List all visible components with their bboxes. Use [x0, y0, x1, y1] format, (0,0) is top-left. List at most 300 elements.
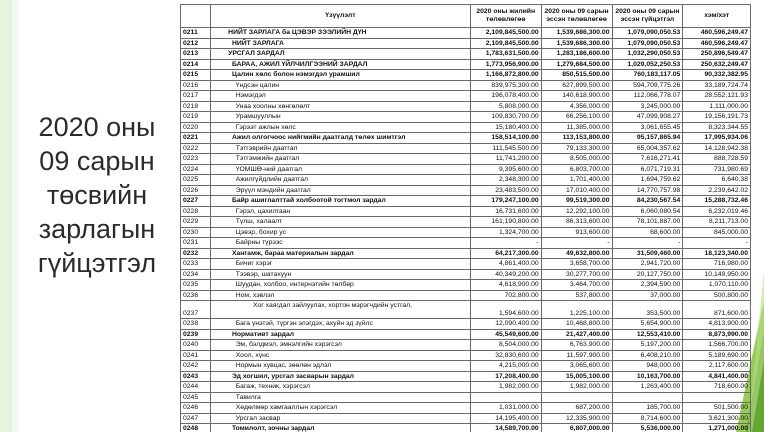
row-cumulative-plan: 627,899,500.00 [541, 80, 612, 91]
row-cumulative-plan: 113,153,800.00 [541, 133, 612, 144]
table-row [181, 38, 751, 49]
row-annual-plan: 14,195,400.00 [470, 413, 541, 424]
row-cumulative-actual: 84,230,567.54 [612, 196, 683, 207]
row-name-text: БАРАА, АЖИЛ ҮЙЛЧИЛГЭЭНИЙ ЗАРДАЛ [231, 60, 368, 68]
table-row [181, 413, 751, 424]
row-savings-overrun: 8,211,713.00 [683, 217, 751, 228]
row-savings-overrun: 90,332,382.95 [683, 70, 751, 81]
row-cumulative-actual: 353,500.00 [612, 301, 683, 319]
row-savings-overrun: 8,873,990.00 [683, 329, 751, 340]
table-row [181, 227, 751, 238]
row-name-text: Цалин хөлс болон нэмэгдэл урамшил [231, 71, 360, 79]
row-code: 0248 [181, 424, 211, 432]
table-row [181, 329, 751, 340]
row-code: 0244 [181, 382, 211, 393]
row-cumulative-plan: 49,632,800.00 [541, 248, 612, 259]
row-cumulative-actual: 3,245,000.00 [612, 101, 683, 112]
row-cumulative-plan: 6,803,700.00 [541, 164, 612, 175]
row-savings-overrun: 718,600.00 [683, 382, 751, 393]
row-annual-plan: 14,589,700.00 [470, 424, 541, 432]
row-annual-plan: 1,166,872,800.00 [470, 70, 541, 81]
row-name [211, 196, 471, 207]
table-row [181, 350, 751, 361]
row-annual-plan: 32,830,600.00 [470, 350, 541, 361]
row-cumulative-actual: 594,709,775.26 [612, 80, 683, 91]
row-savings-overrun: 1,111,000.00 [683, 101, 751, 112]
row-cumulative-actual: 95,157,865.94 [612, 133, 683, 144]
row-cumulative-actual: - [612, 238, 683, 249]
row-name [211, 49, 471, 60]
row-savings-overrun: 500,800.00 [683, 290, 751, 301]
row-name-text: Нормын хувцас, зөөлөн эдлэл [235, 362, 332, 370]
row-annual-plan: 5,808,000.00 [470, 101, 541, 112]
row-cumulative-plan: 1,539,686,300.00 [541, 38, 612, 49]
row-name [211, 238, 471, 249]
row-name [211, 403, 471, 414]
row-name-text: Томилолт, зочны зардал [231, 425, 315, 432]
row-cumulative-plan: 86,313,600.00 [541, 217, 612, 228]
row-cumulative-actual: 6,071,719.31 [612, 164, 683, 175]
table-row [181, 122, 751, 133]
row-name-text: Эрүүл мэндийн даатгал [235, 186, 311, 194]
row-savings-overrun: 716,980.00 [683, 259, 751, 270]
row-annual-plan: 12,090,400.00 [470, 319, 541, 330]
row-annual-plan: 4,215,000.00 [470, 361, 541, 372]
row-cumulative-plan: 3,464,700.00 [541, 280, 612, 291]
table-row [181, 301, 751, 319]
row-name-text: Нэмэгдэл [235, 92, 266, 100]
row-cumulative-actual: 7,616,271.41 [612, 154, 683, 165]
row-savings-overrun: 18,123,340.00 [683, 248, 751, 259]
row-cumulative-plan: 17,010,400.00 [541, 185, 612, 196]
row-code: 0237 [181, 301, 211, 319]
row-name-text: Эд хогшил, урсгал засварын зардал [231, 372, 354, 380]
row-code: 0215 [181, 70, 211, 81]
row-name [211, 371, 471, 382]
row-name [211, 280, 471, 291]
row-savings-overrun [683, 392, 751, 403]
row-annual-plan: 1,982,000.00 [470, 382, 541, 393]
row-name-text: Тээвэр, шатахуун [235, 270, 292, 278]
table-row [181, 290, 751, 301]
row-cumulative-actual: 12,553,410.00 [612, 329, 683, 340]
header-savings-overrun: хэм/хэт [683, 5, 751, 28]
table-row [181, 185, 751, 196]
row-code: 0216 [181, 80, 211, 91]
table-row [181, 133, 751, 144]
row-code: 0222 [181, 143, 211, 154]
row-cumulative-plan: 15,005,100.00 [541, 371, 612, 382]
row-name-text: Бага үнэтэй, түргэн элэгдэх, ахуйн эд зүйлс [235, 320, 373, 328]
row-savings-overrun: 871,600.00 [683, 301, 751, 319]
slide-title: 2020 оны 09 сарын төсвийн зарлагын гүйцэтгэл [37, 112, 157, 278]
row-annual-plan: 9,395,600.00 [470, 164, 541, 175]
row-name [211, 133, 471, 144]
row-code: 0218 [181, 101, 211, 112]
row-code: 0246 [181, 403, 211, 414]
row-code: 0245 [181, 392, 211, 403]
row-savings-overrun: 2,239,642.02 [683, 185, 751, 196]
row-savings-overrun: 1,070,110.00 [683, 280, 751, 291]
row-annual-plan: 11,741,200.00 [470, 154, 541, 165]
row-name-line: Хог хаягдал зайлуулах, хортон мэрэгчдийн устгал, [253, 302, 413, 309]
row-name [211, 301, 471, 319]
row-code: 0213 [181, 49, 211, 60]
row-savings-overrun: 4,813,900.00 [683, 319, 751, 330]
table-row [181, 340, 751, 351]
row-cumulative-actual: 5,654,900.00 [612, 319, 683, 330]
row-code: 0225 [181, 175, 211, 186]
table-row [181, 70, 751, 81]
row-name [211, 91, 471, 102]
row-name-text: Урсгал засвар [235, 414, 281, 422]
row-annual-plan: 109,830,700.00 [470, 112, 541, 123]
row-cumulative-plan: 10,468,800.00 [541, 319, 612, 330]
row-code: 0228 [181, 206, 211, 217]
row-annual-plan: 179,247,100.00 [470, 196, 541, 207]
row-cumulative-actual [612, 392, 683, 403]
row-cumulative-actual: 760,183,117.05 [612, 70, 683, 81]
row-name-text: Хангамж, бараа материалын зардал [231, 249, 354, 257]
row-annual-plan: 161,190,800.00 [470, 217, 541, 228]
row-cumulative-plan: 3,065,600.00 [541, 361, 612, 372]
row-name [211, 350, 471, 361]
row-cumulative-plan: 21,427,400.00 [541, 329, 612, 340]
row-savings-overrun: 28,552,121.93 [683, 91, 751, 102]
row-annual-plan: 1,773,956,900.00 [470, 59, 541, 70]
row-name [211, 206, 471, 217]
table-row [181, 361, 751, 372]
row-annual-plan [470, 392, 541, 403]
row-cumulative-plan: 12,292,100.00 [541, 206, 612, 217]
row-annual-plan: 1,594,600.00 [470, 301, 541, 319]
row-cumulative-plan: 1,279,684,500.00 [541, 59, 612, 70]
row-cumulative-actual: 14,770,757.98 [612, 185, 683, 196]
table-row [181, 392, 751, 403]
row-code: 0247 [181, 413, 211, 424]
row-cumulative-actual: 78,101,887.00 [612, 217, 683, 228]
row-name-text: Үндсэн цалин [235, 81, 279, 89]
row-cumulative-plan: 850,515,500.00 [541, 70, 612, 81]
row-name-text: УРСГАЛ ЗАРДАЛ [228, 50, 285, 58]
row-annual-plan: 1,324,700.00 [470, 227, 541, 238]
row-name-text: НИЙТ ЗАРЛАГА ба ЦЭВЭР ЗЭЭЛИЙН ДҮН [228, 29, 367, 37]
row-cumulative-actual: 20,127,750.00 [612, 269, 683, 280]
row-name-text: Шуудан, холбоо, интернэтийн төлбөр [235, 281, 354, 289]
row-name [211, 70, 471, 81]
row-cumulative-actual: 185,700.00 [612, 403, 683, 414]
row-cumulative-actual: 6,408,210.00 [612, 350, 683, 361]
row-name [211, 175, 471, 186]
row-cumulative-actual: 1,079,090,050.53 [612, 38, 683, 49]
row-savings-overrun: 19,156,191.73 [683, 112, 751, 123]
row-code: 0217 [181, 91, 211, 102]
budget-expense-table [180, 4, 751, 432]
row-annual-plan: 45,549,600.00 [470, 329, 541, 340]
header-code [181, 5, 211, 28]
row-cumulative-plan: 11,597,900.00 [541, 350, 612, 361]
row-cumulative-actual: 2,941,720.00 [612, 259, 683, 270]
row-cumulative-actual: 6,060,080.54 [612, 206, 683, 217]
row-name-text: Ном, хэвлэл [235, 291, 275, 299]
row-name [211, 59, 471, 70]
row-name [211, 154, 471, 165]
row-cumulative-plan: 4,356,000.00 [541, 101, 612, 112]
row-code: 0214 [181, 59, 211, 70]
row-cumulative-actual: 47,099,908.27 [612, 112, 683, 123]
row-code: 0224 [181, 164, 211, 175]
row-cumulative-plan [541, 392, 612, 403]
table-row [181, 217, 751, 228]
row-name [211, 361, 471, 372]
table-row [181, 280, 751, 291]
row-cumulative-plan: - [541, 238, 612, 249]
row-code: 0226 [181, 185, 211, 196]
row-cumulative-actual: 5,197,200.00 [612, 340, 683, 351]
row-name-text: Хоол, хүнс [235, 351, 270, 359]
row-annual-plan: 17,208,400.00 [470, 371, 541, 382]
budget-table-container [180, 4, 751, 432]
row-name-line [211, 310, 468, 318]
row-name [211, 143, 471, 154]
row-code: 0229 [181, 217, 211, 228]
row-name-text: Ажил олгогчоос нийгмийн даатгалд төлөх шимтгэл [231, 134, 406, 142]
header-annual-plan: 2020 оны жилийн төлөвлөгөө [470, 5, 541, 28]
row-name [211, 112, 471, 123]
row-code: 0240 [181, 340, 211, 351]
row-annual-plan: 4,618,900.00 [470, 280, 541, 291]
row-name [211, 259, 471, 270]
row-cumulative-plan: 79,133,300.00 [541, 143, 612, 154]
row-name [211, 319, 471, 330]
table-row [181, 143, 751, 154]
header-cumulative-actual: 2020 оны 09 сарын эссэн гүйцэтгэл [612, 5, 683, 28]
table-row [181, 49, 751, 60]
row-code: 0241 [181, 350, 211, 361]
row-name [211, 413, 471, 424]
table-row [181, 248, 751, 259]
row-annual-plan: 64,217,300.00 [470, 248, 541, 259]
row-name [211, 101, 471, 112]
row-name-text: Түлш, халаалт [235, 218, 283, 226]
row-savings-overrun: 6,232,019.46 [683, 206, 751, 217]
row-code: 0227 [181, 196, 211, 207]
row-code: 0238 [181, 319, 211, 330]
table-row [181, 424, 751, 432]
table-row [181, 196, 751, 207]
row-annual-plan: 15,180,400.00 [470, 122, 541, 133]
row-code: 0233 [181, 259, 211, 270]
row-cumulative-actual: 2,394,590.00 [612, 280, 683, 291]
row-annual-plan: 196,078,400.00 [470, 91, 541, 102]
row-name [211, 290, 471, 301]
row-cumulative-plan: 99,519,300.00 [541, 196, 612, 207]
row-code: 0230 [181, 227, 211, 238]
row-annual-plan: - [470, 238, 541, 249]
table-row [181, 371, 751, 382]
table-body [181, 28, 751, 432]
row-savings-overrun: 460,596,249.47 [683, 38, 751, 49]
row-code: 0236 [181, 290, 211, 301]
row-cumulative-plan: 12,335,900.00 [541, 413, 612, 424]
row-code: 0220 [181, 122, 211, 133]
row-code: 0242 [181, 361, 211, 372]
row-cumulative-actual: 112,066,778.07 [612, 91, 683, 102]
row-cumulative-actual: 948,000.00 [612, 361, 683, 372]
row-cumulative-actual: 31,509,460.00 [612, 248, 683, 259]
row-cumulative-actual: 1,029,052,250.53 [612, 59, 683, 70]
row-name-text: ҮОМШӨ-ний даатгал [235, 165, 303, 173]
table-row [181, 175, 751, 186]
row-annual-plan: 23,483,500.00 [470, 185, 541, 196]
row-name [211, 424, 471, 432]
row-name-text: Гэрэл, цахилгаан [235, 207, 291, 215]
row-code: 0243 [181, 371, 211, 382]
row-name-text: Бичиг хэрэг [235, 260, 273, 268]
row-cumulative-actual: 65,004,357.62 [612, 143, 683, 154]
row-name-text: Унаа хоолны хөнгөлөлт [235, 102, 311, 110]
row-savings-overrun: 8,323,344.55 [683, 122, 751, 133]
table-row [181, 319, 751, 330]
row-name-text: Хөдөлмөр хамгааллын хэрэгсэл [235, 404, 338, 412]
row-savings-overrun: 14,128,942.38 [683, 143, 751, 154]
row-name [211, 28, 471, 39]
row-savings-overrun: 5,189,690.00 [683, 350, 751, 361]
row-savings-overrun: 845,000.00 [683, 227, 751, 238]
row-name [211, 329, 471, 340]
row-code: 0232 [181, 248, 211, 259]
header-cumulative-plan: 2020 оны 09 сарын эссэн төлөвлөгөө [541, 5, 612, 28]
row-savings-overrun: - [683, 238, 751, 249]
row-cumulative-plan: 1,539,686,300.00 [541, 28, 612, 39]
row-name-text: Байрны түрээс [235, 239, 283, 247]
row-annual-plan: 1,031,000.00 [470, 403, 541, 414]
row-annual-plan: 2,109,845,500.00 [470, 38, 541, 49]
header-indicator: Үзүүлэлт [211, 5, 471, 28]
row-cumulative-actual: 8,714,600.00 [612, 413, 683, 424]
row-annual-plan: 702,800.00 [470, 290, 541, 301]
row-savings-overrun: 17,995,934.06 [683, 133, 751, 144]
row-code: 0239 [181, 329, 211, 340]
row-savings-overrun: 15,288,732.46 [683, 196, 751, 207]
row-annual-plan: 4,861,400.00 [470, 259, 541, 270]
row-annual-plan: 2,109,845,500.00 [470, 28, 541, 39]
table-row [181, 269, 751, 280]
row-code: 0219 [181, 112, 211, 123]
row-savings-overrun: 250,896,549.47 [683, 49, 751, 60]
row-code: 0221 [181, 133, 211, 144]
row-cumulative-actual: 1,263,400.00 [612, 382, 683, 393]
table-row [181, 91, 751, 102]
row-code: 0231 [181, 238, 211, 249]
row-name-text: Байр ашиглалттай холбоотой тогтмол зардал [231, 197, 386, 205]
row-savings-overrun: 3,621,300.00 [683, 413, 751, 424]
row-cumulative-plan: 1,701,400.00 [541, 175, 612, 186]
row-cumulative-plan: 1,225,100.00 [541, 301, 612, 319]
row-name [211, 164, 471, 175]
row-name-text: НИЙТ ЗАРЛАГА [231, 39, 284, 47]
row-savings-overrun: 460,596,249.47 [683, 28, 751, 39]
row-name-text: Нормативт зардал [231, 330, 295, 338]
row-code: 0223 [181, 154, 211, 165]
row-cumulative-plan: 140,618,900.00 [541, 91, 612, 102]
row-code: 0235 [181, 280, 211, 291]
row-cumulative-plan: 1,283,186,600.00 [541, 49, 612, 60]
row-name-text: Урамшууллын [235, 113, 281, 121]
row-name [211, 80, 471, 91]
row-name [211, 248, 471, 259]
row-savings-overrun: 6,640.38 [683, 175, 751, 186]
table-row [181, 382, 751, 393]
table-row [181, 101, 751, 112]
left-decoration-stripe-light [12, 0, 18, 432]
table-row [181, 59, 751, 70]
left-decoration-stripe [0, 0, 12, 432]
row-name [211, 340, 471, 351]
row-name-text: Эм, бэлдмэл, эмнэлгийн хэрэгсэл [235, 341, 342, 349]
row-name-text: Багаж, техник, хэрэгсэл [235, 383, 310, 391]
row-cumulative-actual: 1,694,759.62 [612, 175, 683, 186]
row-annual-plan: 40,349,200.00 [470, 269, 541, 280]
row-cumulative-plan: 6,763,900.00 [541, 340, 612, 351]
row-cumulative-actual: 10,163,700.00 [612, 371, 683, 382]
row-annual-plan: 8,504,000.00 [470, 340, 541, 351]
row-savings-overrun: 1,271,000.00 [683, 424, 751, 432]
row-savings-overrun: 10,149,950.00 [683, 269, 751, 280]
row-name-text: Тэтгэмжийн даатгал [235, 155, 300, 163]
table-row [181, 164, 751, 175]
table-row [181, 28, 751, 39]
row-cumulative-plan: 30,277,700.00 [541, 269, 612, 280]
row-savings-overrun: 731,980.69 [683, 164, 751, 175]
row-code: 0234 [181, 269, 211, 280]
row-name [211, 392, 471, 403]
row-name-text: Гэрээт ажлын хөлс [235, 123, 296, 131]
row-cumulative-plan: 6,807,000.00 [541, 424, 612, 432]
row-cumulative-plan: 11,385,000.00 [541, 122, 612, 133]
row-name [211, 269, 471, 280]
row-cumulative-plan: 913,600.00 [541, 227, 612, 238]
row-savings-overrun: 1,566,700.00 [683, 340, 751, 351]
row-name [211, 227, 471, 238]
row-annual-plan: 839,975,300.00 [470, 80, 541, 91]
row-annual-plan: 2,348,300.00 [470, 175, 541, 186]
table-row [181, 238, 751, 249]
row-name [211, 38, 471, 49]
row-annual-plan: 1,783,631,500.00 [470, 49, 541, 60]
row-savings-overrun: 888,728.59 [683, 154, 751, 165]
row-annual-plan: 111,545,500.00 [470, 143, 541, 154]
table-row [181, 403, 751, 414]
row-cumulative-actual: 37,000.00 [612, 290, 683, 301]
row-cumulative-actual: 68,600.00 [612, 227, 683, 238]
row-name-text: Цэвэр, бохир ус [235, 228, 287, 236]
row-savings-overrun: 4,841,400.00 [683, 371, 751, 382]
table-header-row [181, 5, 751, 28]
row-cumulative-plan: 8,505,000.00 [541, 154, 612, 165]
row-savings-overrun: 2,117,600.00 [683, 361, 751, 372]
row-code: 0211 [181, 28, 211, 39]
table-row [181, 112, 751, 123]
row-name-text: Ажилгүйдлийн даатгал [235, 176, 308, 184]
row-savings-overrun: 250,632,249.47 [683, 59, 751, 70]
row-cumulative-actual: 1,032,290,050.53 [612, 49, 683, 60]
row-cumulative-plan: 537,800.00 [541, 290, 612, 301]
row-name [211, 122, 471, 133]
row-name-text: Тэтгэврийн даатгал [235, 144, 298, 152]
table-row [181, 154, 751, 165]
row-cumulative-plan: 3,658,700.00 [541, 259, 612, 270]
